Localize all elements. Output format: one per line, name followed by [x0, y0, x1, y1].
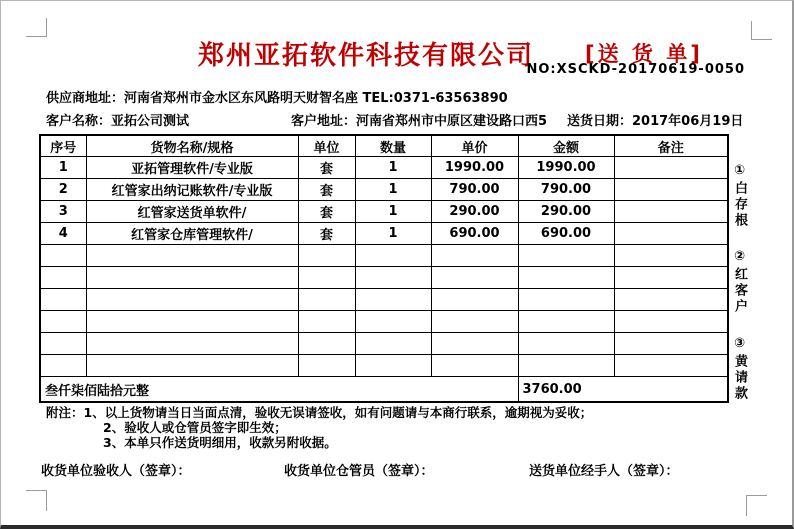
print-corner-mark-bottom-left	[26, 490, 47, 511]
table-cell	[86, 333, 298, 355]
table-cell: 290.00	[431, 201, 518, 223]
table-cell	[86, 311, 298, 333]
notes-block	[46, 405, 592, 450]
table-cell	[298, 289, 355, 311]
table-cell: 1	[355, 201, 431, 223]
table-cell: 4	[40, 223, 86, 245]
column-header: 单位	[298, 135, 355, 157]
table-cell: 290.00	[518, 201, 614, 223]
table-cell	[431, 245, 518, 267]
table-cell	[614, 201, 728, 223]
table-cell	[86, 289, 298, 311]
signature-receiver-inspector: 收货单位验收人（签章）：	[41, 464, 191, 479]
empty-table-row	[40, 245, 728, 267]
signature-receiver-warehouse: 收货单位仓管员（签章）：	[284, 464, 434, 479]
print-corner-mark-top-left	[26, 18, 47, 37]
table-cell	[518, 333, 614, 355]
table-cell: 1	[355, 179, 431, 201]
table-cell	[614, 179, 728, 201]
company-title: 郑州亚拓软件科技有限公司	[197, 41, 534, 71]
table-cell	[614, 289, 728, 311]
table-cell	[614, 223, 728, 245]
empty-table-row	[40, 267, 728, 289]
total-row	[40, 377, 728, 403]
table-cell	[614, 157, 728, 179]
table-cell	[614, 311, 728, 333]
table-cell: 790.00	[431, 179, 518, 201]
table-cell: 790.00	[518, 179, 614, 201]
doc-title: [送 货 单]	[585, 42, 703, 66]
delivery-date-line: 送货日期：2017年06月19日	[567, 114, 744, 129]
column-header: 数量	[355, 135, 431, 157]
total-amount-value: 3760.00	[518, 377, 728, 403]
goods-table	[39, 134, 729, 403]
copy-label-white-stub: ①白存根	[732, 163, 747, 229]
table-cell	[431, 289, 518, 311]
total-amount-in-words: 叁仟柒佰陆拾元整	[40, 377, 518, 403]
table-cell	[40, 245, 86, 267]
note-line-3: 3、本单只作送货明细用，收款另附收据。	[103, 435, 337, 450]
table-cell: 1990.00	[518, 157, 614, 179]
table-cell	[355, 267, 431, 289]
table-cell	[431, 267, 518, 289]
table-cell	[431, 311, 518, 333]
table-cell: 690.00	[518, 223, 614, 245]
table-cell: 红管家出纳记账软件/专业版	[86, 179, 298, 201]
empty-table-row	[40, 289, 728, 311]
empty-table-row	[40, 333, 728, 355]
table-cell	[431, 333, 518, 355]
table-cell	[86, 245, 298, 267]
table-row	[40, 201, 728, 223]
doc-number: NO:XSCKD-20170619-0050	[526, 62, 745, 77]
goods-table-body	[40, 157, 728, 403]
table-cell	[40, 355, 86, 377]
table-cell	[518, 267, 614, 289]
customer-name-line: 客户名称：亚拓公司测试	[46, 114, 190, 129]
copy-label-red-customer: ②红客户	[732, 249, 747, 315]
note-line-2: 2、验收人或仓管员签字即生效；	[103, 420, 287, 435]
table-cell	[355, 355, 431, 377]
table-cell	[355, 333, 431, 355]
table-cell	[86, 267, 298, 289]
table-cell	[614, 333, 728, 355]
table-cell: 1990.00	[431, 157, 518, 179]
note-line-1	[46, 405, 592, 420]
column-header: 备注	[614, 135, 728, 157]
table-row	[40, 157, 728, 179]
copy-label-yellow-payment: ③黄请款	[732, 336, 747, 402]
print-corner-mark-top-right	[751, 21, 772, 40]
supplier-address-line: 供应商地址：河南省郑州市金水区东风路明天财智名座 TEL:0371-63563890	[46, 91, 508, 106]
column-header: 序号	[40, 135, 86, 157]
table-cell	[614, 245, 728, 267]
table-cell	[298, 311, 355, 333]
goods-table-header-row	[40, 135, 728, 157]
table-row	[40, 223, 728, 245]
table-cell: 红管家仓库管理软件/	[86, 223, 298, 245]
notes-label: 附注：	[46, 405, 84, 420]
note-text-1: 1、以上货物请当日当面点清，验收无误请签收，如有问题请与本商行联系，逾期视为妥收；	[83, 405, 593, 420]
table-cell: 3	[40, 201, 86, 223]
table-cell: 亚拓管理软件/专业版	[86, 157, 298, 179]
customer-address-line: 客户地址：河南省郑州市中原区建设路口西5	[291, 114, 548, 129]
empty-table-row	[40, 355, 728, 377]
table-cell: 套	[298, 179, 355, 201]
table-cell: 1	[40, 157, 86, 179]
table-cell: 红管家送货单软件/	[86, 201, 298, 223]
table-cell	[355, 245, 431, 267]
table-cell: 1	[355, 223, 431, 245]
table-cell: 套	[298, 201, 355, 223]
signature-sender-handler: 送货单位经手人（签章）：	[529, 464, 679, 479]
table-cell: 1	[355, 157, 431, 179]
table-cell	[40, 333, 86, 355]
table-cell	[298, 355, 355, 377]
table-cell	[40, 311, 86, 333]
table-cell	[298, 267, 355, 289]
table-cell	[40, 267, 86, 289]
table-cell	[298, 245, 355, 267]
print-corner-mark-bottom-right	[746, 495, 767, 516]
table-cell	[298, 333, 355, 355]
table-cell: 690.00	[431, 223, 518, 245]
table-cell: 2	[40, 179, 86, 201]
table-cell	[518, 311, 614, 333]
table-cell	[86, 355, 298, 377]
table-cell: 套	[298, 157, 355, 179]
table-cell	[518, 245, 614, 267]
table-cell	[614, 355, 728, 377]
table-cell	[518, 355, 614, 377]
table-cell	[614, 267, 728, 289]
table-cell: 套	[298, 223, 355, 245]
table-cell	[431, 355, 518, 377]
column-header: 金额	[518, 135, 614, 157]
table-cell	[355, 311, 431, 333]
table-cell	[518, 289, 614, 311]
table-cell	[40, 289, 86, 311]
column-header: 单价	[431, 135, 518, 157]
table-row	[40, 179, 728, 201]
empty-table-row	[40, 311, 728, 333]
table-cell	[355, 289, 431, 311]
column-header: 货物名称/规格	[86, 135, 298, 157]
